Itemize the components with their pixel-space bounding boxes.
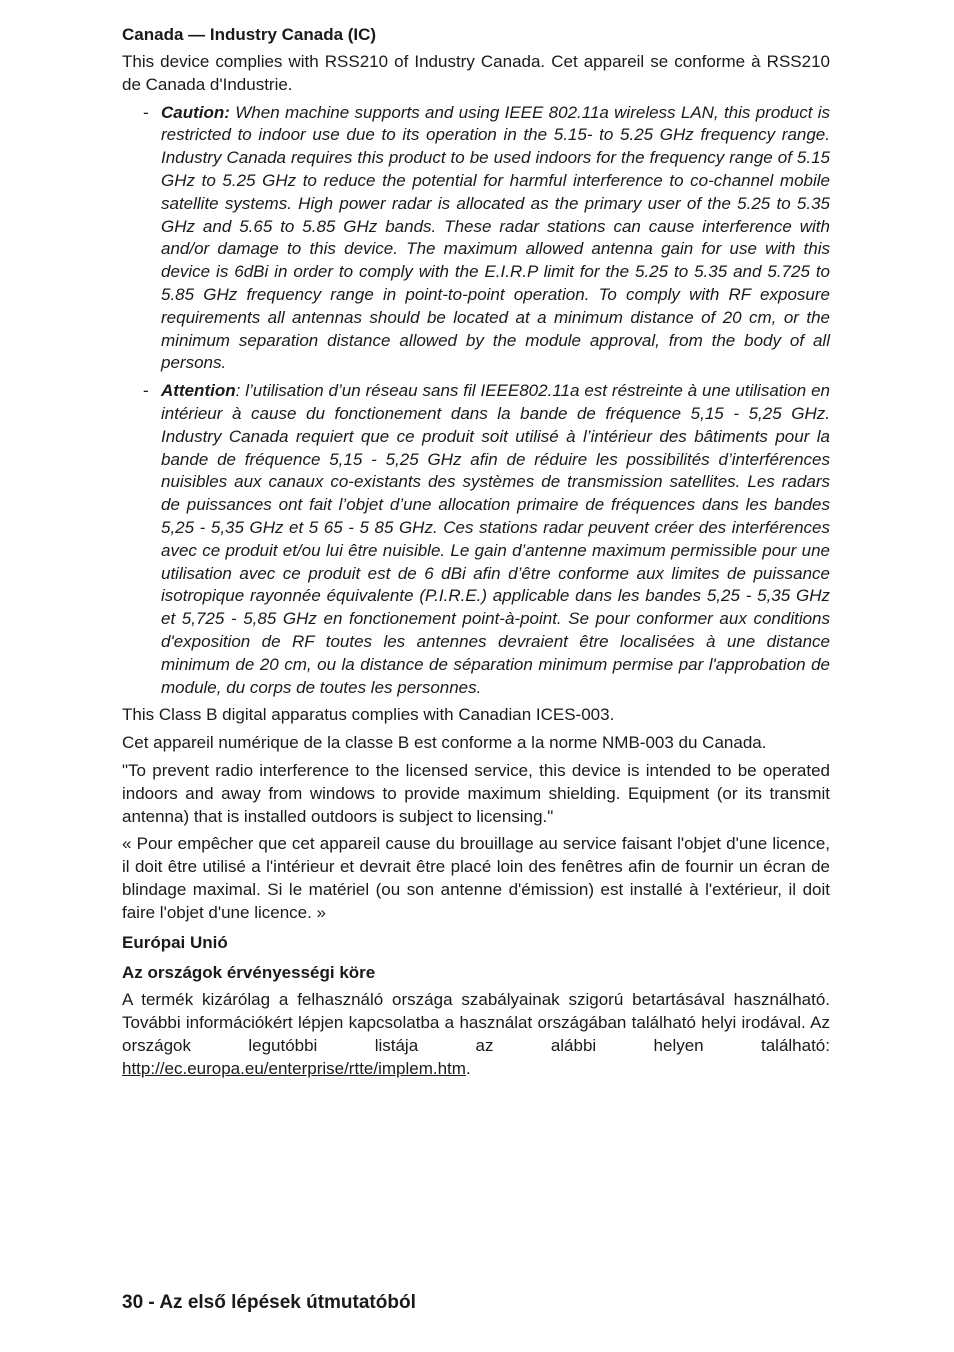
licensed-service-english: "To prevent radio interference to the licensed service, this device is intended to be operated indoors and away from windows to provide maximum shielding. Equipment (or its transmit antenna) that is installed outdoors is subject to licensing." [122, 760, 830, 826]
caution-note [122, 102, 830, 376]
attention-label: Attention [161, 381, 236, 401]
eu-scope-body: A termék kizárólag a felhasználó országa szabályainak szigorú betartásával használható. További információkért lépjen kapcsolatba a használat országában található helyi irodával. Az országok legutóbbi listája az alábbi helyen található: [122, 990, 830, 1056]
list-dash: - [143, 381, 149, 401]
notes-list [122, 102, 830, 700]
eu-scope-text [122, 989, 830, 1080]
attention-text: : l’utilisation d’un réseau sans fil IEEE802.11a est réstreinte à une utilisation en intérieur à cause du fonctionement dans la bande de fréquence 5,15 - 5,25 GHz. Industry Canada requiert que ce produit soit utilisé à l’intérieur des bâtiments pour la bande de fréquence 5,15 - 5,25 GHz afin de réduire les possibilités d’interférences nuisibles aux canaux co-existants des systèmes de transmission satellites. Les radars de puissances ont fait l’objet d’une allocation primaire de fréquences dans les bandes 5,25 - 5,35 GHz et 5 65 - 5 85 GHz. Ces stations radar peuvent créer des interférences avec ce produit et/ou lui être nuisible. Le gain d’antenne maximum permissible pour une utilisation avec ce produit est de 6 dBi afin d’être conforme aux limites de puissance isotropique rayonnée équivalente (P.I.R.E.) applicable dans les bandes 5,25 - 5,35 GHz et 5,725 - 5,85 GHz en fonctionement point-à-point. Se pour conformer aux conditions d'exposition de RF toutes les antennes devraient être localisées à une distance minimum de 20 cm, ou la distance de séparation minimum permise par l'approbation de module, du corps de toutes les personnes. [161, 381, 830, 697]
section-heading-eu: Európai Unió [122, 933, 228, 953]
canada-intro: This device complies with RSS210 of Industry Canada. Cet appareil se conforme à RSS210 de Canada d'Industrie. [122, 52, 830, 94]
caution-label: Caution: [161, 102, 230, 122]
attention-note [122, 380, 830, 699]
class-b-english: This Class B digital apparatus complies with Canadian ICES-003. [122, 705, 615, 725]
page-content [122, 24, 830, 1086]
implem-link[interactable]: http://ec.europa.eu/enterprise/rtte/implem.htm [122, 1058, 466, 1078]
class-b-french: Cet appareil numérique de la classe B est conforme a la norme NMB-003 du Canada. [122, 733, 767, 753]
list-dash: - [143, 102, 149, 122]
section-heading-canada: Canada — Industry Canada (IC) [122, 25, 377, 44]
licensed-service-french: « Pour empêcher que cet appareil cause du brouillage au service faisant l'objet d'une licence, il doit être utilisé a l'intérieur et devrait être placé loin des fenêtres afin de fournir un écran de blindage maximal. Si le matériel (ou son antenne d'émission) est installé à l'extérieur, il doit faire l'objet d'une licence. » [122, 834, 830, 922]
eu-scope-end: . [465, 1058, 471, 1078]
page-footer: 30 - Az első lépések útmutatóból [122, 1292, 416, 1313]
caution-text: When machine supports and using IEEE 802.11a wireless LAN, this product is restricted to indoor use due to its operation in the 5.15- to 5.25 GHz frequency range. Industry Canada requires this product to be used indoors for the frequency range of 5.15 GHz to 5.25 GHz to reduce the potential for harmful interference to co-channel mobile satellite systems. High power radar is allocated as the primary user of the 5.25 to 5.35 GHz and 5.65 to 5.85 GHz bands. These radar stations can cause interference with and/or damage to this device. The maximum allowed antenna gain for use with this device is 6dBi in order to comply with the E.I.R.P limit for the 5.25 to 5.35 and 5.725 to 5.85 GHz frequency range in point-to-point operation. To comply with RF exposure requirements all antennas should be located at a minimum distance of 20 cm, or the minimum separation distance allowed by the module approval, from the body of all persons. [161, 102, 830, 373]
subheading-country-scope: Az országok érvényességi köre [122, 963, 376, 983]
